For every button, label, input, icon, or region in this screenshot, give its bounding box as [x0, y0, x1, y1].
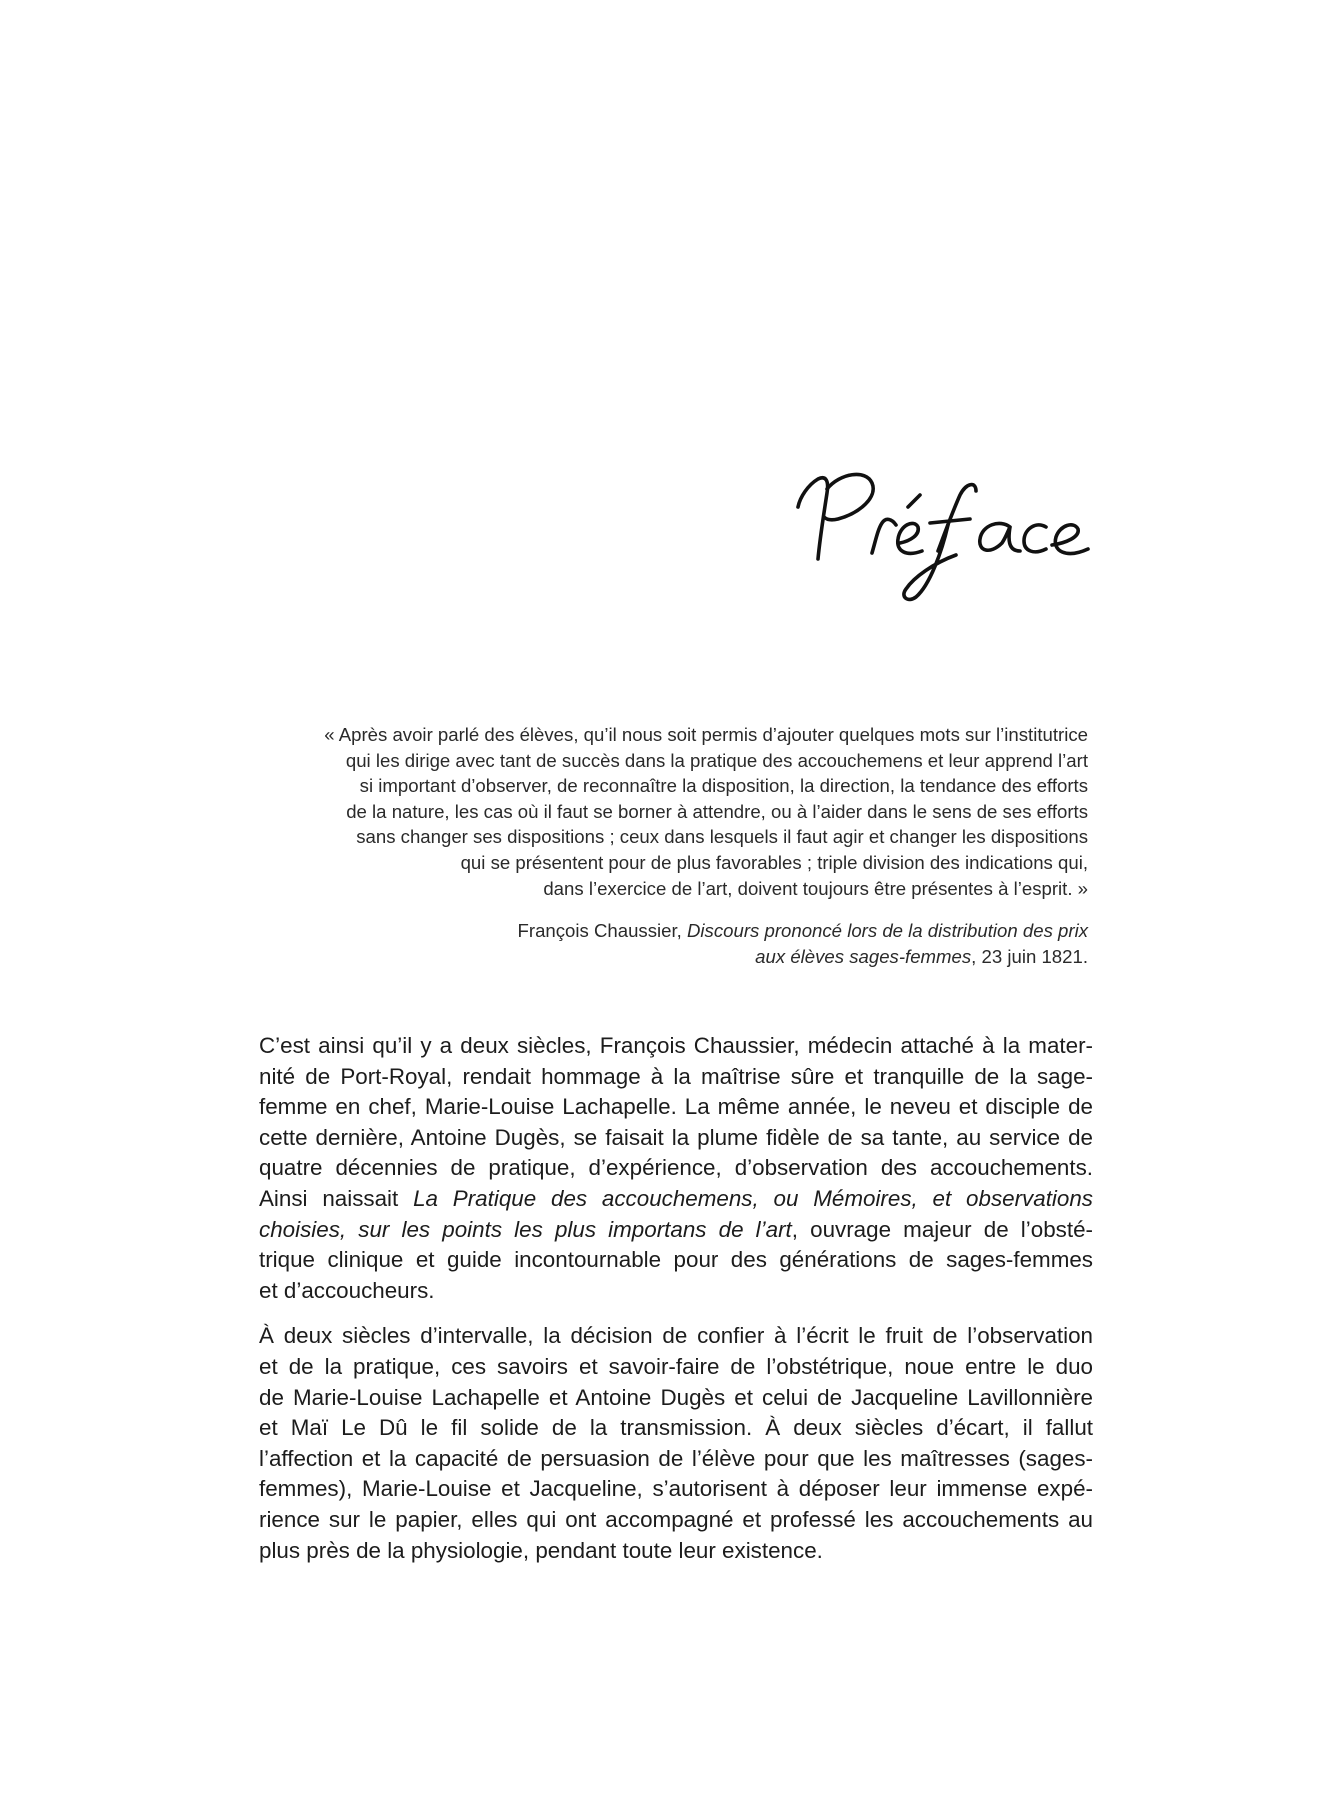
text-line: rience sur le papier, elles qui ont accompagné et professé les accouchements au — [259, 1506, 1093, 1532]
epigraph-line: de la nature, les cas où il faut se borner à attendre, ou à l’aider dans le sens de ses efforts — [346, 800, 1088, 822]
text-line: nité de Port-Royal, rendait hommage à la maîtrise sûre et tranquille de la sage- — [259, 1063, 1093, 1089]
epigraph-quote — [250, 722, 1088, 901]
book-title-cont: choisies, sur les points les plus importans de l’art — [259, 1216, 792, 1242]
epigraph-line: si important d’observer, de reconnaître la disposition, la direction, la tendance des efforts — [359, 775, 1088, 797]
text-line: cette dernière, Antoine Dugès, se faisait la plume fidèle de sa tante, au service de — [259, 1124, 1093, 1150]
epigraph-line: qui les dirige avec tant de succès dans la pratique des accouchemens et leur apprend l’art — [345, 749, 1088, 771]
text-line — [259, 1215, 1093, 1246]
paragraph — [259, 1321, 1093, 1566]
text-line: femmes), Marie-Louise et Jacqueline, s’autorisent à déposer leur immense expé- — [259, 1476, 1093, 1502]
attribution-date: , 23 juin 1821. — [971, 945, 1088, 967]
body-text — [259, 1031, 1093, 1566]
epigraph-attribution — [250, 918, 1088, 969]
text-line: À deux siècles d’intervalle, la décision de confier à l’écrit le fruit de l’observation — [259, 1323, 1093, 1349]
epigraph-line: dans l’exercice de l’art, doivent toujours être présentes à l’esprit. » — [543, 877, 1088, 899]
text-line: plus près de la physiologie, pendant toute leur existence. — [259, 1537, 823, 1563]
text-line: quatre décennies de pratique, d’expérience, d’observation des accouchements. — [259, 1155, 1093, 1181]
text-line — [259, 1184, 1093, 1215]
attribution-line-1 — [250, 918, 1088, 944]
text-line: et de la pratique, ces savoirs et savoir-faire de l’obstétrique, noue entre le duo — [259, 1353, 1093, 1379]
text-run: , ouvrage majeur de l’obsté- — [791, 1216, 1093, 1242]
attribution-author: François Chaussier, — [517, 920, 682, 941]
paragraph — [259, 1031, 1093, 1306]
epigraph-line: sans changer ses dispositions ; ceux dans lesquels il faut agir et changer les dispositions — [356, 826, 1088, 848]
text-run: Ainsi naissait — [259, 1185, 414, 1211]
attribution-work-title-cont: aux élèves sages-femmes — [755, 945, 972, 967]
handwritten-title-drawing — [780, 455, 1110, 605]
text-line: trique clinique et guide incontournable pour des générations de sages-femmes — [259, 1247, 1093, 1273]
epigraph-line: qui se présentent pour de plus favorables ; triple division des indications qui, — [460, 851, 1088, 873]
text-line: et d’accoucheurs. — [259, 1277, 435, 1303]
book-title: La Pratique des accouchemens, ou Mémoires, et observations — [413, 1185, 1093, 1211]
text-line: l’affection et la capacité de persuasion de l’élève pour que les maîtresses (sages- — [259, 1445, 1093, 1471]
epigraph-line: « Après avoir parlé des élèves, qu’il nous soit permis d’ajouter quelques mots sur l’institutrice — [324, 724, 1088, 745]
attribution-line-2 — [250, 944, 1088, 970]
attribution-work-title: Discours prononcé lors de la distribution des prix — [687, 920, 1088, 941]
text-line: de Marie-Louise Lachapelle et Antoine Dugès et celui de Jacqueline Lavillonnière — [259, 1384, 1093, 1410]
handwritten-title — [780, 455, 1110, 605]
text-line: femme en chef, Marie-Louise Lachapelle. La même année, le neveu et disciple de — [259, 1094, 1093, 1120]
text-line: C’est ainsi qu’il y a deux siècles, François Chaussier, médecin attaché à la mater- — [259, 1033, 1093, 1058]
text-line: et Maï Le Dû le fil solide de la transmission. À deux siècles d’écart, il fallut — [259, 1415, 1093, 1441]
